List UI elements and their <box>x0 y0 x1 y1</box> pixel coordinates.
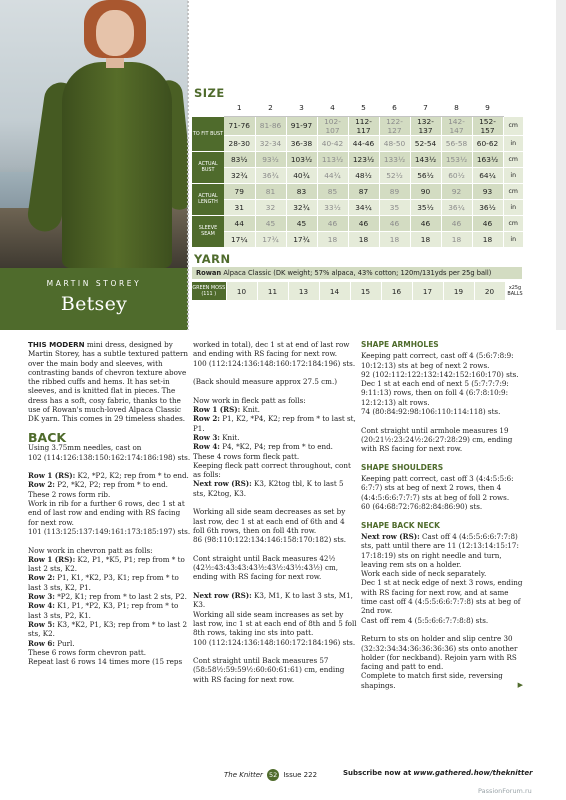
row-text: K2, *P2, K2; rep from * to end. <box>75 471 189 481</box>
size-value: 18 <box>348 231 379 247</box>
shoulders-heading: SHAPE SHOULDERS <box>361 462 444 472</box>
row-text: P2, *K2, P2; rep from * to end. <box>54 480 168 490</box>
decrease-row <box>193 479 357 498</box>
text-line: Dec 1 st at each end of next 5 (5:7:7:7:9: 9:11:13) rows, then on foll 4 (6:7:8:10:9: 12:12:13) alt rows. <box>361 379 509 407</box>
size-value: 122-127 <box>379 116 410 135</box>
size-value: 33½ <box>317 199 348 215</box>
size-value: 60½ <box>441 167 472 183</box>
watermark: PassionForum.ru <box>478 787 532 795</box>
size-unit-blank <box>503 100 523 116</box>
row-text: K1, P1, *P2, K3, P1; rep from * to last 3 sts, P2, K1. <box>28 601 179 620</box>
column-3 <box>361 340 523 690</box>
size-value: 32-34 <box>255 135 286 151</box>
row-label: Next row (RS): <box>361 531 420 541</box>
row-text: P4, *K2, P4; rep from * to end. <box>219 442 333 452</box>
text-line: 92 (102:112:122:132:142:152:160:170) sts. <box>361 369 519 379</box>
text-line: 86 (98:110:122:134:146:158:170:182) sts. <box>193 535 346 545</box>
magazine-name: The Knitter <box>224 771 263 779</box>
size-number: 5 <box>348 100 379 116</box>
yarn-table <box>192 282 526 300</box>
subscribe-text: Subscribe now at <box>343 769 412 777</box>
text-line: Cast off rem 4 (5:5:6:6:7:7:8:8) sts. <box>361 615 489 625</box>
size-value: 45 <box>255 215 286 231</box>
model-photo <box>0 0 188 268</box>
size-value: 123½ <box>348 151 379 167</box>
size-value: 18 <box>472 231 503 247</box>
row-text: P1, K1, *K2, P3, K1; rep from * to last 3 sts, K2, P1. <box>28 573 179 592</box>
text-line: Working all side seam increases as set by last row, inc 1 st at each end of 8th and 5 foll 8th rows, taking inc sts into patt. <box>193 609 357 638</box>
size-value: 36¼ <box>441 199 472 215</box>
size-value: 89 <box>379 183 410 199</box>
size-row-label: ACTUAL LENGTH <box>192 183 224 215</box>
size-value: 36½ <box>472 199 503 215</box>
size-value: 64¼ <box>472 167 503 183</box>
row-text: Knit. <box>219 432 240 442</box>
row-label: Row 4: <box>193 442 220 452</box>
issue-number: Issue 222 <box>283 771 318 779</box>
size-row-label: TO FIT BUST <box>192 116 224 151</box>
text-line: (Back should measure approx 27.5 cm.) <box>193 377 338 387</box>
intro-text: mini dress, designed by Martin Storey, has a subtle textured pattern over the main body and sleeves, with contrasting bands of chevron texture above the ribbed cuffs and hems. It has set-in sleeves, and is knitted flat in pieces. The dress has a soft, cosy fabric, thanks to the use of Rowan's much-loved Alpaca Classic DK yarn. This comes in 29 timeless shades. <box>28 340 189 424</box>
continue-arrow-icon: ▶ <box>517 680 523 689</box>
back-neck-heading: SHAPE BACK NECK <box>361 520 440 530</box>
size-row-label: SLEEVE SEAM <box>192 215 224 247</box>
yarn-qty: 19 <box>443 282 474 300</box>
size-value: 93 <box>472 183 503 199</box>
text-line: Keeping fleck patt correct throughout, cont as folls: <box>193 460 351 480</box>
text-line <box>361 671 523 690</box>
size-unit: in <box>503 231 523 247</box>
row-label: Row 3: <box>193 432 220 442</box>
row-label: Row 2: <box>28 480 55 490</box>
size-value: 102-107 <box>317 116 348 135</box>
page-spine <box>556 0 566 330</box>
text-line: Now work in chevron patt as folls: <box>28 545 153 555</box>
size-value: 40-42 <box>317 135 348 151</box>
row-text: Knit. <box>240 405 260 415</box>
row-label: Row 2: <box>193 414 220 424</box>
size-number: 8 <box>441 100 472 116</box>
text-line: Cont straight until armhole measures 19 (20:21½:23:24½:26:27:28:29) cm, ending with RS facing for next row. <box>361 425 513 454</box>
size-value: 32 <box>255 199 286 215</box>
chevron-row <box>28 555 192 574</box>
text-line: Complete to match first side, reversing shapings. <box>361 671 503 690</box>
size-value: 60-62 <box>472 135 503 151</box>
size-number: 3 <box>286 100 317 116</box>
text-line: These 2 rows form rib. <box>28 489 111 499</box>
yarn-qty: 11 <box>257 282 288 300</box>
fleck-row <box>193 414 357 433</box>
footer-subscribe <box>343 769 533 777</box>
designer-name: MARTIN STOREY <box>46 279 142 288</box>
size-value: 83½ <box>224 151 255 167</box>
armholes-heading: SHAPE ARMHOLES <box>361 340 439 349</box>
row-label: Row 3: <box>28 592 55 602</box>
size-value: 71-76 <box>224 116 255 135</box>
footer-issue <box>224 769 317 781</box>
neck-row <box>361 532 523 569</box>
size-value: 93½ <box>255 151 286 167</box>
text-line: Keeping patt correct, cast off 4 (5:6:7:8:9: 10:12:13) sts at beg of next 2 rows. <box>361 351 514 370</box>
size-value: 18 <box>410 231 441 247</box>
size-value: 17¾ <box>286 231 317 247</box>
size-value: 46 <box>348 215 379 231</box>
row-label: Row 5: <box>28 619 55 629</box>
subscribe-link[interactable]: www.gathered.how/theknitter <box>413 769 533 777</box>
size-value: 46 <box>472 215 503 231</box>
yarn-qty: 14 <box>319 282 350 300</box>
size-value: 17¼ <box>224 231 255 247</box>
size-heading: SIZE <box>194 86 225 100</box>
size-table <box>192 100 523 248</box>
fleck-row <box>193 433 357 442</box>
row-text: K3, *K2, P1, K3; rep from * to last 2 sts, K2. <box>28 619 188 639</box>
size-corner <box>192 100 224 116</box>
back-cast-on <box>28 443 192 462</box>
size-value: 52½ <box>379 167 410 183</box>
size-unit: cm <box>503 116 523 135</box>
size-value: 163½ <box>472 151 503 167</box>
size-value: 79 <box>224 183 255 199</box>
size-unit: in <box>503 199 523 215</box>
size-value: 90 <box>410 183 441 199</box>
size-row-label: ACTUAL BUST <box>192 151 224 183</box>
size-value: 46 <box>317 215 348 231</box>
text-line: worked in total), dec 1 st at end of last row and ending with RS facing for next row. <box>193 340 350 359</box>
text-line: 101 (113:125:137:149:161:173:185:197) sts. <box>28 526 191 536</box>
size-value: 46 <box>441 215 472 231</box>
size-value: 45 <box>286 215 317 231</box>
size-number: 2 <box>255 100 286 116</box>
size-value: 113½ <box>317 151 348 167</box>
row-text: K2, P1, *K5, P1; rep from * to last 2 sts, K2. <box>28 554 185 574</box>
size-value: 153½ <box>441 151 472 167</box>
size-value: 40¾ <box>286 167 317 183</box>
size-value: 48½ <box>348 167 379 183</box>
text-line: Return to sts on holder and slip centre 30 (32:32:34:34:36:36:36:36) sts onto another holder (for neckband). Rejoin yarn with RS facing and patt to end. <box>361 634 518 672</box>
size-value: 28-30 <box>224 135 255 151</box>
size-value: 18 <box>441 231 472 247</box>
yarn-qty: 17 <box>412 282 443 300</box>
intro-paragraph <box>28 340 192 424</box>
size-unit: in <box>503 167 523 183</box>
size-value: 85 <box>317 183 348 199</box>
size-value: 46 <box>410 215 441 231</box>
text-line: Dec 1 st at neck edge of next 3 rows, ending with RS facing for next row, and at same time cast off 4 (4:5:5:6:6:7:7:8) sts at beg of 2nd row. <box>361 578 523 616</box>
text-line: Work in rib for a further 6 rows, dec 1 st at end of last row and ending with RS facing for next row. <box>28 499 185 527</box>
rib-row-2 <box>28 480 192 489</box>
size-value: 142-147 <box>441 116 472 135</box>
text-line: Cont straight until Back measures 57 (58:58½:59:59½:60:60:61:61) cm, ending with RS facing for next row. <box>193 656 345 684</box>
yarn-qty: 16 <box>381 282 412 300</box>
pattern-title: Betsey <box>60 293 128 315</box>
yarn-qty: 13 <box>288 282 319 300</box>
fleck-row <box>193 442 357 451</box>
size-value: 48-50 <box>379 135 410 151</box>
text-line: Now work in fleck patt as folls: <box>193 395 306 405</box>
yarn-qty: 15 <box>350 282 381 300</box>
row-label: Row 6: <box>28 638 55 648</box>
chevron-row <box>28 601 192 620</box>
text-line: Work each side of neck separately. <box>361 569 487 579</box>
column-1 <box>28 340 192 666</box>
size-unit: cm <box>503 215 523 231</box>
text-line: 74 (80:84:92:98:106:110:114:118) sts. <box>361 407 501 417</box>
text-line: 60 (64:68:72:76:82:84:86:90) sts. <box>361 502 483 512</box>
row-label: Row 2: <box>28 573 55 583</box>
rib-row-1 <box>28 471 192 480</box>
size-value: 152-157 <box>472 116 503 135</box>
yarn-description <box>192 267 522 279</box>
size-value: 92 <box>441 183 472 199</box>
size-value: 83 <box>286 183 317 199</box>
yarn-details: Alpaca Classic (DK weight; 57% alpaca, 43% cotton; 120m/131yds per 25g ball) <box>221 269 492 277</box>
row-label: Row 1 (RS): <box>28 471 76 481</box>
size-value: 34¼ <box>348 199 379 215</box>
yarn-unit: x25g BALLS <box>505 282 525 300</box>
size-value: 18 <box>379 231 410 247</box>
size-value: 36¾ <box>255 167 286 183</box>
size-number: 4 <box>317 100 348 116</box>
row-text: Purl. <box>54 638 75 648</box>
size-value: 31 <box>224 199 255 215</box>
text-line: Cont straight until Back measures 42½ (42½:43:43:43:43½:43½:43½:43½) cm, ending with RS facing for next row. <box>193 553 339 582</box>
intro-lead: THIS MODERN <box>28 340 85 349</box>
yarn-brand: Rowan <box>196 269 222 277</box>
size-value: 143½ <box>410 151 441 167</box>
size-value: 132-137 <box>410 116 441 135</box>
yarn-qty: 20 <box>474 282 505 300</box>
size-number: 6 <box>379 100 410 116</box>
size-value: 44 <box>224 215 255 231</box>
row-text: P1, K2, *P4, K2; rep from * to last st, P1. <box>193 414 356 433</box>
text-line: Working all side seam decreases as set by last row, dec 1 st at each end of 6th and 4 foll 6th rows, then on foll 4th row. <box>193 507 346 535</box>
increase-row <box>193 591 357 610</box>
chevron-row <box>28 620 192 639</box>
title-panel <box>0 268 188 330</box>
yarn-heading: YARN <box>194 252 231 266</box>
text-line: 100 (112:124:136:148:160:172:184:196) sts. <box>193 637 356 647</box>
size-value: 52-54 <box>410 135 441 151</box>
size-value: 44¾ <box>317 167 348 183</box>
size-value: 103½ <box>286 151 317 167</box>
yarn-qty: 10 <box>226 282 257 300</box>
size-value: 36-38 <box>286 135 317 151</box>
size-value: 35 <box>379 199 410 215</box>
size-value: 56-58 <box>441 135 472 151</box>
size-value: 56½ <box>410 167 441 183</box>
row-label: Next row (RS): <box>193 591 252 601</box>
size-value: 81-86 <box>255 116 286 135</box>
size-value: 32¾ <box>224 167 255 183</box>
text-line: These 4 rows form fleck patt. <box>193 451 300 461</box>
fleck-row <box>193 405 357 414</box>
yarn-shade-label: GREEN MOSS (111 ) <box>192 282 226 300</box>
chevron-row <box>28 592 192 601</box>
back-heading: BACK <box>28 429 67 445</box>
size-unit: cm <box>503 183 523 199</box>
text-line: Keeping patt correct, cast off 3 (4:4:5:5:6: 6:7:7) sts at beg of next 2 rows, then 4 (4:4:5:6:6:7:7:7) sts at beg of foll 2 rows. <box>361 474 514 502</box>
size-number: 9 <box>472 100 503 116</box>
row-text: *P2, K1; rep from * to last 2 sts, P2. <box>54 592 187 602</box>
perforation-divider <box>186 0 190 330</box>
size-value: 18 <box>317 231 348 247</box>
size-number: 1 <box>224 100 255 116</box>
size-unit: cm <box>503 151 523 167</box>
row-label: Next row (RS): <box>193 479 252 489</box>
chevron-row <box>28 639 192 648</box>
row-label: Row 4: <box>28 601 55 611</box>
size-unit: in <box>503 135 523 151</box>
row-text: K3, M1, K to last 3 sts, M1, K3. <box>193 591 353 610</box>
size-number: 7 <box>410 100 441 116</box>
size-value: 87 <box>348 183 379 199</box>
text-line: 100 (112:124:136:148:160:172:184:196) sts. <box>193 358 356 368</box>
size-value: 133½ <box>379 151 410 167</box>
row-text: Cast off 4 (4:5:5:6:6:7:7:8) sts, patt until there are 11 (12:13:14:15:17: 17:18:19) sts on right needle and turn, leaving rem sts on a holder. <box>361 531 519 569</box>
size-value: 91-97 <box>286 116 317 135</box>
chevron-row <box>28 573 192 592</box>
size-value: 112-117 <box>348 116 379 135</box>
size-value: 46 <box>379 215 410 231</box>
text-line: 102 (114:126:138:150:162:174:186:198) sts. <box>28 452 191 462</box>
size-value: 81 <box>255 183 286 199</box>
page-number: 52 <box>268 771 278 779</box>
size-value: 35½ <box>410 199 441 215</box>
text-line: Using 3.75mm needles, cast on <box>28 443 142 453</box>
size-value: 44-46 <box>348 135 379 151</box>
text-line: These 6 rows form chevron patt. <box>28 647 146 657</box>
row-text: K3, K2tog tbl, K to last 5 sts, K2tog, K3. <box>193 479 344 498</box>
column-2 <box>193 340 357 684</box>
size-value: 32¾ <box>286 199 317 215</box>
row-label: Row 1 (RS): <box>28 554 76 564</box>
text-line: Repeat last 6 rows 14 times more (15 reps <box>28 657 183 667</box>
size-value: 17¾ <box>255 231 286 247</box>
row-label: Row 1 (RS): <box>193 405 241 415</box>
